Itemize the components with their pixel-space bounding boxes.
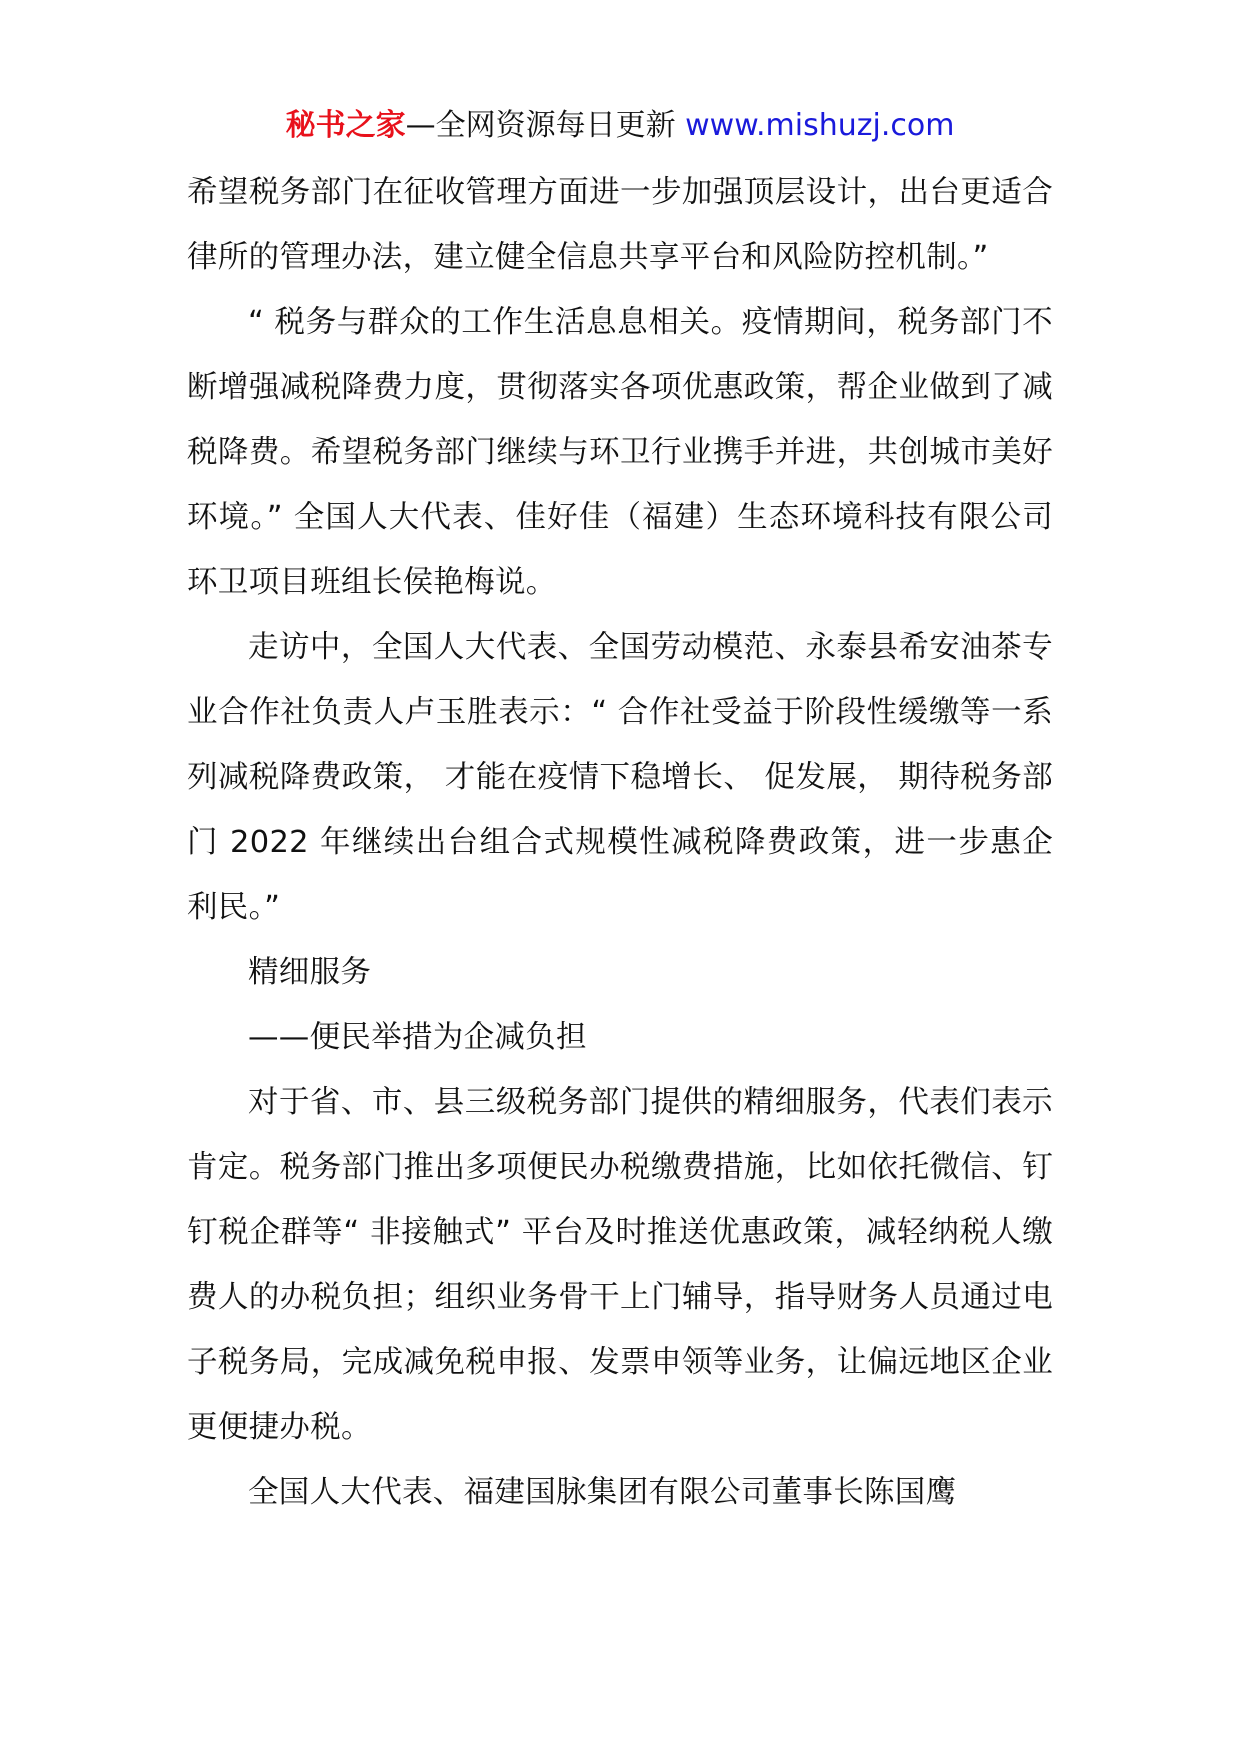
- paragraph-quote-hou-yanmei: “ 税务与群众的工作生活息息相关。疫情期间，税务部门不断增强减税降费力度，贯彻落实各项优惠政策，帮企业做到了减税降费。希望税务部门继续与环卫行业携手并进，共创城市美好环境。” 全国人大代表、佳好佳（福建）生态环境科技有限公司环卫项目班组长侯艳梅说。: [187, 305, 1053, 600]
- paragraph-fine-service: 对于省、市、县三级税务部门提供的精细服务，代表们表示肯定。税务部门推出多项便民办税缴费措施，比如依托微信、钉钉税企群等“ 非接触式” 平台及时推送优惠政策，减轻纳税人缴费人的办税负担；组织业务骨干上门辅导，指导财务人员通过电子税务局，完成减免税申报、发票申领等业务，让偏远地区企业更便捷办税。: [187, 1085, 1053, 1445]
- paragraph-quote-lu-yusheng: 走访中，全国人大代表、全国劳动模范、永泰县希安油茶专业合作社负责人卢玉胜表示：“ 合作社受益于阶段性缓缴等一系列减税降费政策， 才能在疫情下稳增长、 促发展， 期待税务部门 2022 年继续出台组合式规模性减税降费政策，进一步惠企利民。”: [187, 630, 1053, 925]
- paragraph-chen-guoying: 全国人大代表、福建国脉集团有限公司董事长陈国鹰: [248, 1475, 957, 1510]
- site-header: [0, 104, 1240, 148]
- section-heading: 精细服务: [248, 955, 372, 990]
- site-brand: 秘书之家: [285, 108, 406, 143]
- section-subheading: ——便民举措为企减负担: [248, 1020, 587, 1055]
- site-slogan: —全网资源每日更新: [405, 108, 686, 143]
- paragraph-continuation: 希望税务部门在征收管理方面进一步加强顶层设计，出台更适合律所的管理办法，建立健全信息共享平台和风险防控机制。”: [187, 175, 1053, 275]
- document-body: [187, 160, 1053, 1525]
- site-url-link[interactable]: www.mishuzj.com: [685, 108, 955, 143]
